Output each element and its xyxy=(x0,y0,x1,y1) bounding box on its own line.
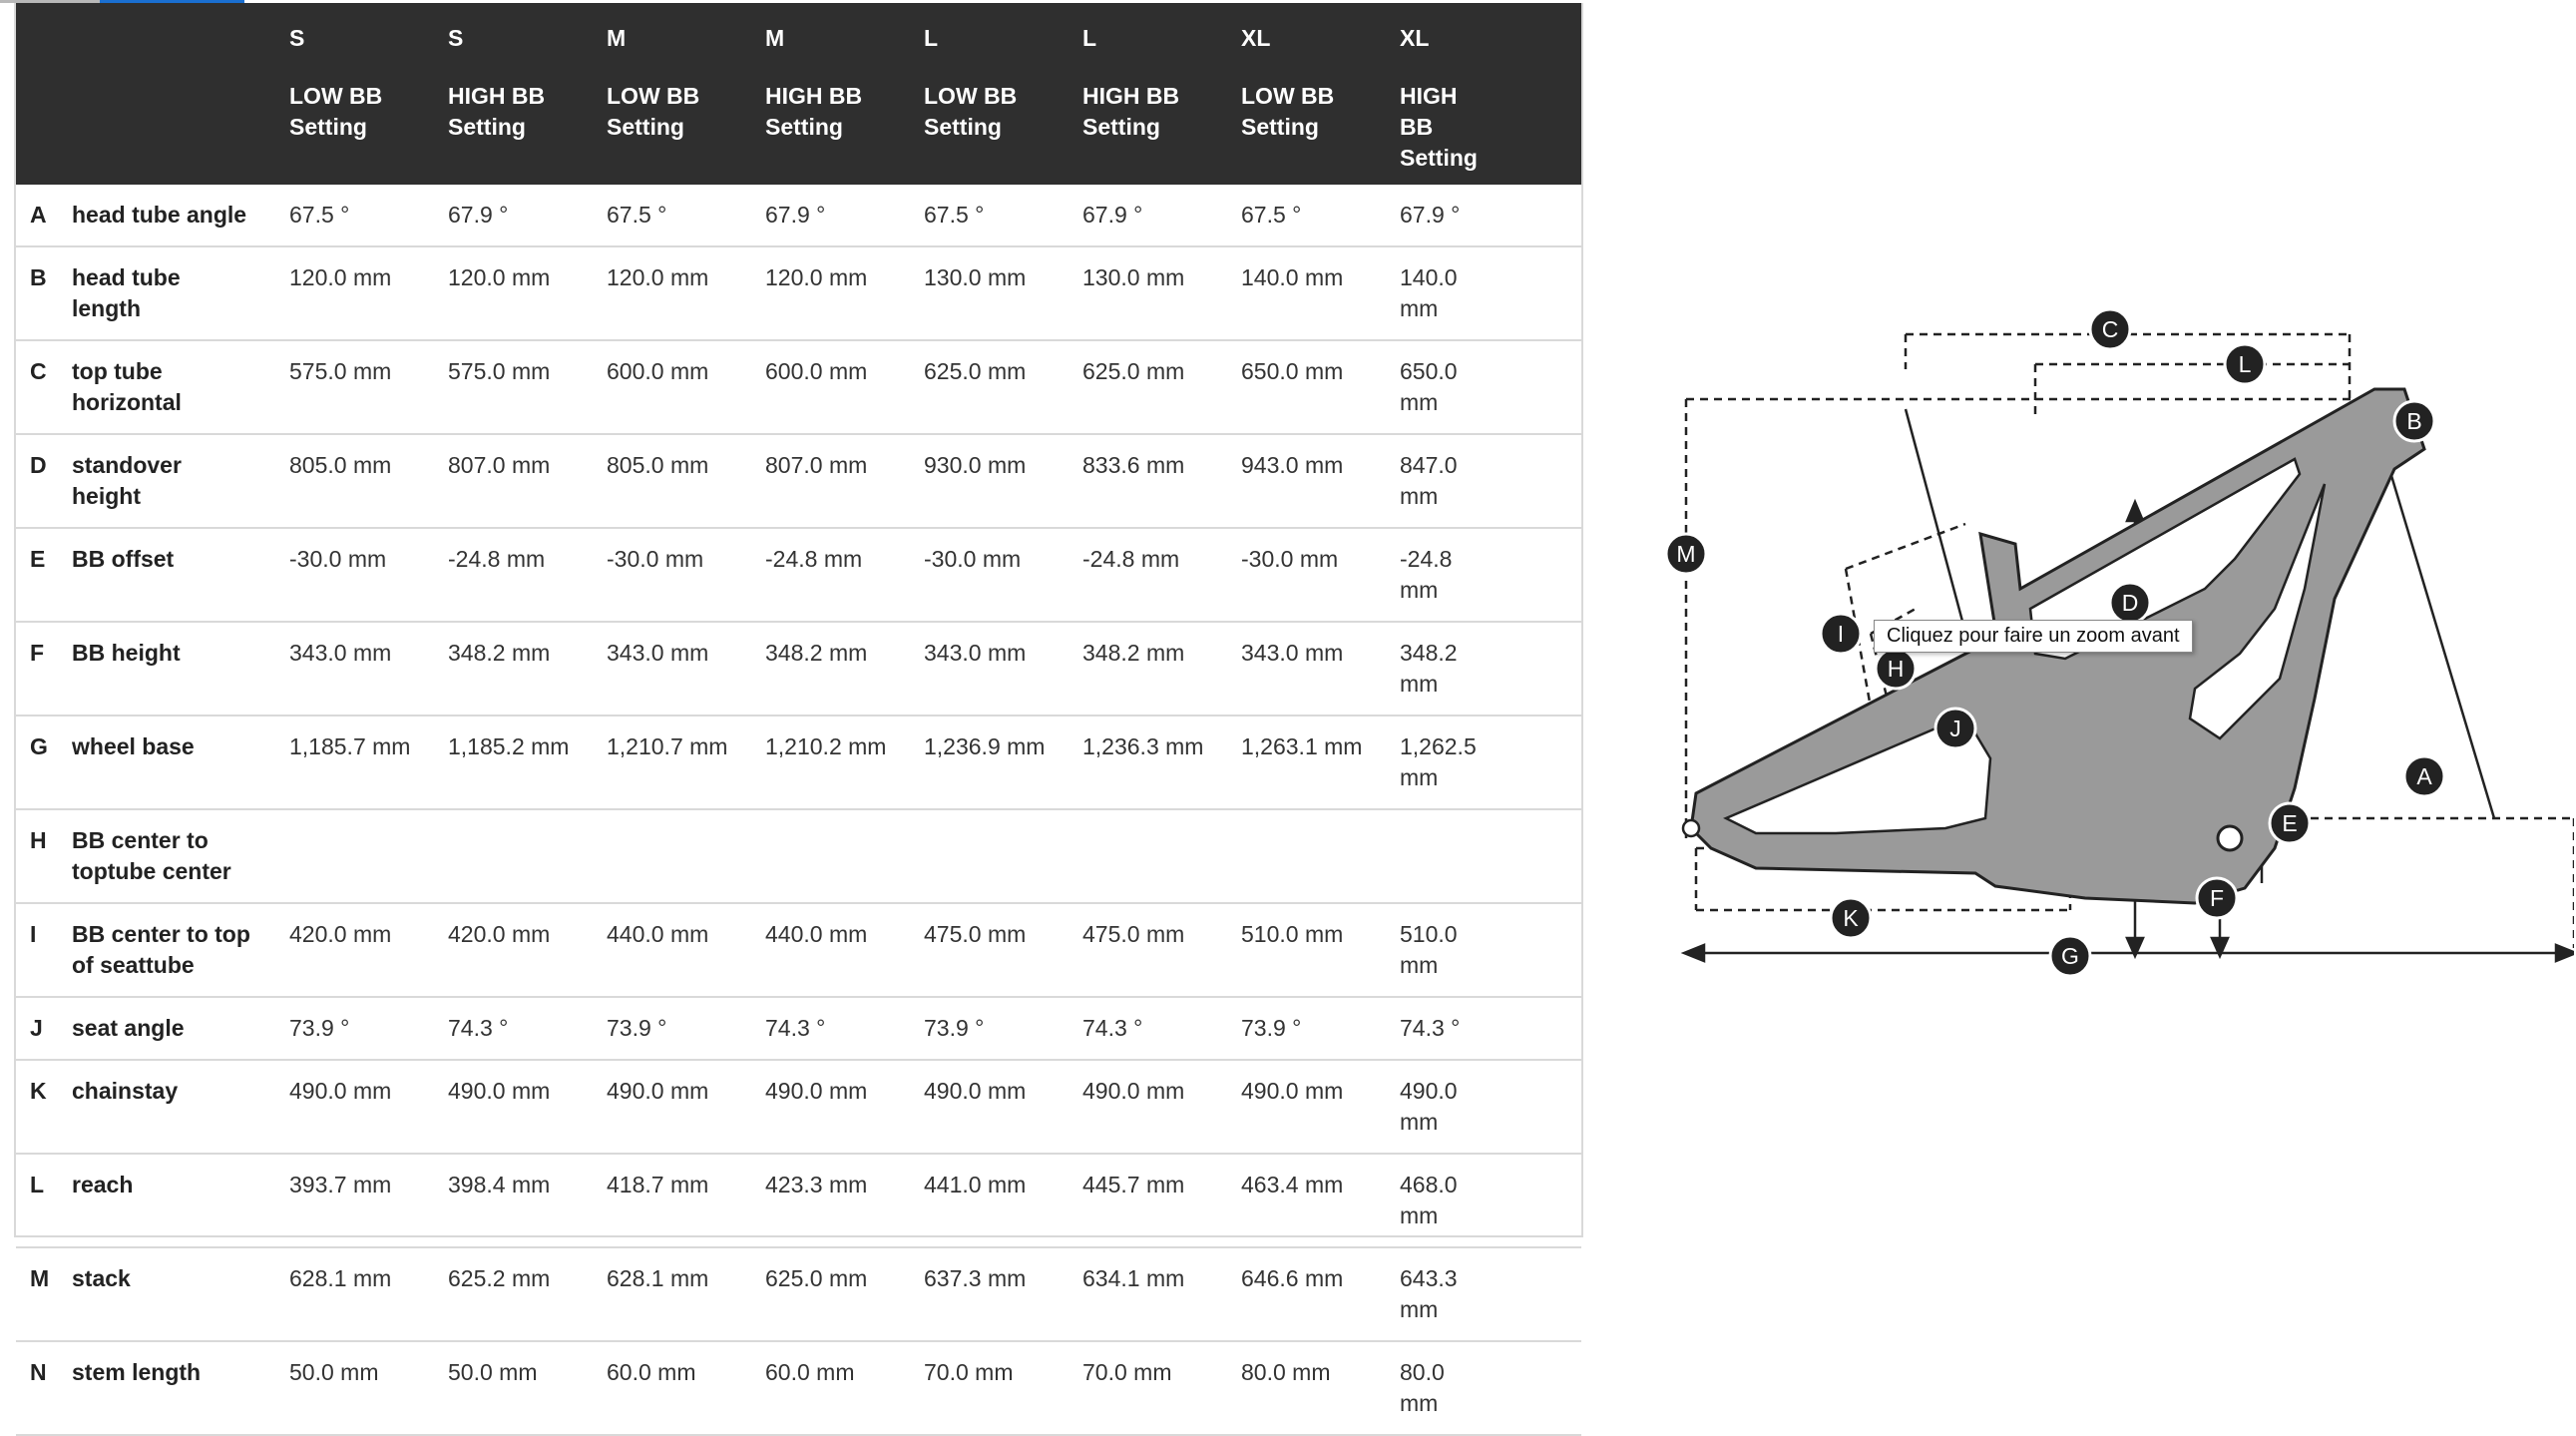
row-label xyxy=(66,528,277,622)
marker-label: J xyxy=(1949,716,1961,741)
table-cell: 807.0 mm xyxy=(436,434,595,528)
table-cell: 490.0 mm xyxy=(912,1060,1071,1154)
table-cell: 60.0 mm xyxy=(753,1341,912,1435)
table-cell: 418.7 mm xyxy=(595,1154,753,1247)
table-cell: 67.9 ° xyxy=(1071,185,1229,246)
table-row xyxy=(16,903,1581,997)
table-cell: 643.3 mm xyxy=(1388,1247,1485,1341)
table-cell: 943.0 mm xyxy=(1229,434,1388,528)
table-row xyxy=(16,1247,1581,1341)
table-cell: 575.0 mm xyxy=(436,340,595,434)
table-cell-filler xyxy=(1485,622,1581,716)
row-letter: H xyxy=(16,809,66,903)
row-letter: A xyxy=(16,185,66,246)
table-cell: 70.0 mm xyxy=(1071,1341,1229,1435)
table-cell: 475.0 mm xyxy=(912,903,1071,997)
row-label-line: top tube xyxy=(72,358,163,384)
table-cell: -30.0 mm xyxy=(1229,528,1388,622)
marker-f xyxy=(2197,878,2237,918)
table-cell-filler xyxy=(1485,1247,1581,1341)
table-cell: 130.0 mm xyxy=(1071,246,1229,340)
row-label xyxy=(66,185,277,246)
marker-g xyxy=(2050,936,2090,976)
table-cell: 74.3 ° xyxy=(1071,997,1229,1060)
row-label-line: height xyxy=(72,483,141,509)
row-label xyxy=(66,716,277,809)
table-cell: 423.3 mm xyxy=(753,1154,912,1247)
table-cell-filler xyxy=(1485,528,1581,622)
table-cell-filler xyxy=(1485,997,1581,1060)
table-cell: 847.0 mm xyxy=(1388,434,1485,528)
header-empty-filler xyxy=(1485,3,1581,185)
row-label xyxy=(66,1154,277,1247)
table-cell-filler xyxy=(1485,1341,1581,1435)
marker-label: K xyxy=(1843,905,1859,931)
row-label-line: BB offset xyxy=(72,546,175,572)
row-letter: F xyxy=(16,622,66,716)
table-cell: 70.0 mm xyxy=(912,1341,1071,1435)
setting-label: Setting xyxy=(607,114,684,140)
table-cell: 120.0 mm xyxy=(436,246,595,340)
geometry-table-container xyxy=(14,3,1583,1416)
table-cell: 73.9 ° xyxy=(595,997,753,1060)
marker-label: A xyxy=(2416,763,2432,789)
row-letter: C xyxy=(16,340,66,434)
table-cell: 73.9 ° xyxy=(277,997,436,1060)
marker-a xyxy=(2404,756,2444,796)
table-cell: 140.0 mm xyxy=(1229,246,1388,340)
table-cell: 1,185.7 mm xyxy=(277,716,436,809)
table-cell: 625.0 mm xyxy=(753,1247,912,1341)
table-cell: 348.2 mm xyxy=(1388,622,1485,716)
table-cell: 67.9 ° xyxy=(1388,185,1485,246)
table-cell: 600.0 mm xyxy=(595,340,753,434)
row-letter: I xyxy=(16,903,66,997)
marker-label: M xyxy=(1676,541,1696,567)
table-cell: 441.0 mm xyxy=(912,1154,1071,1247)
table-cell: 348.2 mm xyxy=(1071,622,1229,716)
row-label-line: horizontal xyxy=(72,389,182,415)
row-label-line: length xyxy=(72,295,141,321)
zoom-tooltip: Cliquez pour faire un zoom avant xyxy=(1874,620,2193,653)
table-cell xyxy=(912,809,1071,903)
header-size-column xyxy=(277,3,436,185)
row-label-line: head tube angle xyxy=(72,202,247,228)
table-cell: 74.3 ° xyxy=(1388,997,1485,1060)
table-row xyxy=(16,434,1581,528)
marker-label: C xyxy=(2101,316,2119,342)
row-label xyxy=(66,1247,277,1341)
row-label xyxy=(66,1341,277,1435)
row-label-line: head tube xyxy=(72,264,181,290)
table-cell: -30.0 mm xyxy=(912,528,1071,622)
row-label-line: of seattube xyxy=(72,952,195,978)
table-cell: 475.0 mm xyxy=(1071,903,1229,997)
table-cell xyxy=(595,809,753,903)
marker-m xyxy=(1666,534,1706,574)
table-cell: 490.0 mm xyxy=(277,1060,436,1154)
table-cell: 74.3 ° xyxy=(753,997,912,1060)
size-label: L xyxy=(1082,25,1097,51)
size-label: L xyxy=(924,25,939,51)
header-empty-label xyxy=(66,3,277,185)
table-row xyxy=(16,1154,1581,1247)
table-cell: 74.3 ° xyxy=(436,997,595,1060)
table-cell: 343.0 mm xyxy=(1229,622,1388,716)
header-row xyxy=(16,3,1581,185)
table-row xyxy=(16,528,1581,622)
row-label-line: BB height xyxy=(72,640,181,666)
marker-j xyxy=(1935,709,1975,748)
table-cell: 628.1 mm xyxy=(277,1247,436,1341)
table-cell: 634.1 mm xyxy=(1071,1247,1229,1341)
table-cell: 490.0 mm xyxy=(1071,1060,1229,1154)
marker-label: F xyxy=(2209,885,2225,911)
marker-h xyxy=(1876,649,1916,689)
table-cell: 650.0 mm xyxy=(1388,340,1485,434)
table-cell: 805.0 mm xyxy=(595,434,753,528)
table-cell: 120.0 mm xyxy=(595,246,753,340)
setting-label: Setting xyxy=(765,114,843,140)
row-label-line: toptube center xyxy=(72,858,231,884)
table-cell: 348.2 mm xyxy=(436,622,595,716)
setting-label: LOW BB xyxy=(607,83,700,109)
header-size-column xyxy=(595,3,753,185)
table-cell: 60.0 mm xyxy=(595,1341,753,1435)
row-label-line: seat angle xyxy=(72,1015,185,1041)
row-label-line: wheel base xyxy=(72,733,195,759)
table-cell-filler xyxy=(1485,903,1581,997)
marker-c xyxy=(2090,309,2130,349)
table-cell: 510.0 mm xyxy=(1388,903,1485,997)
table-cell: 1,236.9 mm xyxy=(912,716,1071,809)
setting-label: Setting xyxy=(1082,114,1160,140)
table-row xyxy=(16,809,1581,903)
table-cell xyxy=(1229,809,1388,903)
marker-label: D xyxy=(2121,590,2139,616)
row-label xyxy=(66,246,277,340)
size-label: XL xyxy=(1400,25,1430,51)
table-cell: -24.8 mm xyxy=(753,528,912,622)
table-cell: 67.5 ° xyxy=(912,185,1071,246)
row-label-line: chainstay xyxy=(72,1078,179,1104)
table-cell: 73.9 ° xyxy=(1229,997,1388,1060)
header-size-column xyxy=(436,3,595,185)
table-cell: 1,210.7 mm xyxy=(595,716,753,809)
table-cell: 343.0 mm xyxy=(595,622,753,716)
table-cell: 140.0 mm xyxy=(1388,246,1485,340)
table-cell-filler xyxy=(1485,1154,1581,1247)
marker-k xyxy=(1831,898,1871,938)
row-letter: B xyxy=(16,246,66,340)
table-cell-filler xyxy=(1485,340,1581,434)
table-cell: 625.0 mm xyxy=(1071,340,1229,434)
table-cell: 393.7 mm xyxy=(277,1154,436,1247)
table-cell: 445.7 mm xyxy=(1071,1154,1229,1247)
marker-e xyxy=(2270,803,2310,843)
table-cell: 67.5 ° xyxy=(1229,185,1388,246)
table-cell-filler xyxy=(1485,809,1581,903)
row-label-line: standover xyxy=(72,452,182,478)
table-cell: 807.0 mm xyxy=(753,434,912,528)
table-row xyxy=(16,1341,1581,1435)
row-label xyxy=(66,809,277,903)
table-cell: 73.9 ° xyxy=(912,997,1071,1060)
row-label xyxy=(66,622,277,716)
row-label-line: stack xyxy=(72,1265,131,1291)
marker-l xyxy=(2225,344,2265,384)
table-cell xyxy=(1071,809,1229,903)
table-cell: 490.0 mm xyxy=(1229,1060,1388,1154)
table-cell: 120.0 mm xyxy=(277,246,436,340)
table-cell: 80.0 mm xyxy=(1229,1341,1388,1435)
table-cell: 930.0 mm xyxy=(912,434,1071,528)
row-letter: L xyxy=(16,1154,66,1247)
header-size-column xyxy=(912,3,1071,185)
setting-label: LOW BB xyxy=(1241,83,1335,109)
row-letter: N xyxy=(16,1341,66,1435)
table-cell: 625.0 mm xyxy=(912,340,1071,434)
marker-d xyxy=(2110,583,2150,623)
marker-label: G xyxy=(2061,943,2079,969)
table-cell: 80.0 mm xyxy=(1388,1341,1485,1435)
header-size-column xyxy=(1388,3,1485,185)
setting-label: Setting xyxy=(448,114,526,140)
table-cell: 1,236.3 mm xyxy=(1071,716,1229,809)
table-row xyxy=(16,622,1581,716)
table-cell: 490.0 mm xyxy=(753,1060,912,1154)
setting-label: Setting xyxy=(1400,145,1478,171)
table-cell: 805.0 mm xyxy=(277,434,436,528)
table-cell: 490.0 mm xyxy=(1388,1060,1485,1154)
row-letter: M xyxy=(16,1247,66,1341)
table-body xyxy=(16,185,1581,1435)
setting-label: Setting xyxy=(1241,114,1319,140)
table-cell-filler xyxy=(1485,185,1581,246)
row-label xyxy=(66,340,277,434)
table-cell: 1,210.2 mm xyxy=(753,716,912,809)
table-cell: 67.5 ° xyxy=(277,185,436,246)
table-cell: 398.4 mm xyxy=(436,1154,595,1247)
table-cell: 120.0 mm xyxy=(753,246,912,340)
table-cell: 463.4 mm xyxy=(1229,1154,1388,1247)
table-cell: 1,263.1 mm xyxy=(1229,716,1388,809)
table-cell: 490.0 mm xyxy=(436,1060,595,1154)
table-cell: -24.8 mm xyxy=(1071,528,1229,622)
table-row xyxy=(16,997,1581,1060)
setting-label: Setting xyxy=(924,114,1002,140)
table-cell xyxy=(436,809,595,903)
table-cell: -30.0 mm xyxy=(277,528,436,622)
table-cell: 440.0 mm xyxy=(753,903,912,997)
table-cell: 348.2 mm xyxy=(753,622,912,716)
table-cell-filler xyxy=(1485,434,1581,528)
table-cell: 67.5 ° xyxy=(595,185,753,246)
marker-b xyxy=(2394,401,2434,441)
table-cell: 1,185.2 mm xyxy=(436,716,595,809)
marker-label: B xyxy=(2406,408,2422,434)
rear-axle-icon xyxy=(1683,820,1699,836)
table-cell: 650.0 mm xyxy=(1229,340,1388,434)
geometry-table xyxy=(16,3,1581,1436)
header-empty-letter xyxy=(16,3,66,185)
setting-label: BB xyxy=(1400,114,1434,140)
table-row xyxy=(16,716,1581,809)
table-cell: -24.8 mm xyxy=(436,528,595,622)
bottom-bracket-icon xyxy=(2218,826,2242,850)
table-cell: 343.0 mm xyxy=(277,622,436,716)
setting-label: Setting xyxy=(289,114,367,140)
row-letter: E xyxy=(16,528,66,622)
table-cell: -30.0 mm xyxy=(595,528,753,622)
row-label-line: reach xyxy=(72,1172,134,1197)
table-cell: 67.9 ° xyxy=(436,185,595,246)
size-label: XL xyxy=(1241,25,1271,51)
table-cell: 1,262.5 mm xyxy=(1388,716,1485,809)
table-cell: 130.0 mm xyxy=(912,246,1071,340)
setting-label: LOW BB xyxy=(289,83,383,109)
marker-label: I xyxy=(1837,621,1845,647)
table-cell-filler xyxy=(1485,1060,1581,1154)
table-cell: 50.0 mm xyxy=(436,1341,595,1435)
table-cell xyxy=(753,809,912,903)
table-cell: 440.0 mm xyxy=(595,903,753,997)
row-label xyxy=(66,434,277,528)
table-cell-filler xyxy=(1485,716,1581,809)
row-letter: K xyxy=(16,1060,66,1154)
table-header xyxy=(16,3,1581,185)
table-cell-filler xyxy=(1485,246,1581,340)
table-cell: 575.0 mm xyxy=(277,340,436,434)
table-cell: 625.2 mm xyxy=(436,1247,595,1341)
header-size-column xyxy=(1229,3,1388,185)
table-cell: 628.1 mm xyxy=(595,1247,753,1341)
marker-label: L xyxy=(2238,351,2252,377)
table-cell: 637.3 mm xyxy=(912,1247,1071,1341)
table-cell: 510.0 mm xyxy=(1229,903,1388,997)
table-cell: 67.9 ° xyxy=(753,185,912,246)
marker-label: E xyxy=(2282,810,2298,836)
setting-label: HIGH xyxy=(1400,83,1458,109)
row-label-line: BB center to xyxy=(72,827,209,853)
header-size-column xyxy=(1071,3,1229,185)
table-row xyxy=(16,185,1581,246)
table-cell: 490.0 mm xyxy=(595,1060,753,1154)
table-row xyxy=(16,246,1581,340)
size-label: M xyxy=(765,25,785,51)
table-cell: 343.0 mm xyxy=(912,622,1071,716)
table-cell: 50.0 mm xyxy=(277,1341,436,1435)
row-label xyxy=(66,903,277,997)
row-letter: J xyxy=(16,997,66,1060)
table-cell: 833.6 mm xyxy=(1071,434,1229,528)
row-label-line: BB center to top xyxy=(72,921,250,947)
setting-label: LOW BB xyxy=(924,83,1018,109)
table-row xyxy=(16,340,1581,434)
row-letter: G xyxy=(16,716,66,809)
marker-label: H xyxy=(1887,656,1905,682)
row-letter: D xyxy=(16,434,66,528)
size-label: M xyxy=(607,25,627,51)
row-label-line: stem length xyxy=(72,1359,202,1385)
setting-label: HIGH BB xyxy=(765,83,863,109)
table-cell: -24.8 mm xyxy=(1388,528,1485,622)
size-label: S xyxy=(448,25,464,51)
table-cell: 646.6 mm xyxy=(1229,1247,1388,1341)
table-row xyxy=(16,1060,1581,1154)
size-label: S xyxy=(289,25,305,51)
table-cell: 600.0 mm xyxy=(753,340,912,434)
table-cell xyxy=(1388,809,1485,903)
row-label xyxy=(66,997,277,1060)
table-cell: 420.0 mm xyxy=(277,903,436,997)
table-cell: 468.0 mm xyxy=(1388,1154,1485,1247)
header-size-column xyxy=(753,3,912,185)
table-cell: 420.0 mm xyxy=(436,903,595,997)
row-label xyxy=(66,1060,277,1154)
table-cell xyxy=(277,809,436,903)
marker-i xyxy=(1821,614,1861,654)
setting-label: HIGH BB xyxy=(1082,83,1180,109)
setting-label: HIGH BB xyxy=(448,83,546,109)
